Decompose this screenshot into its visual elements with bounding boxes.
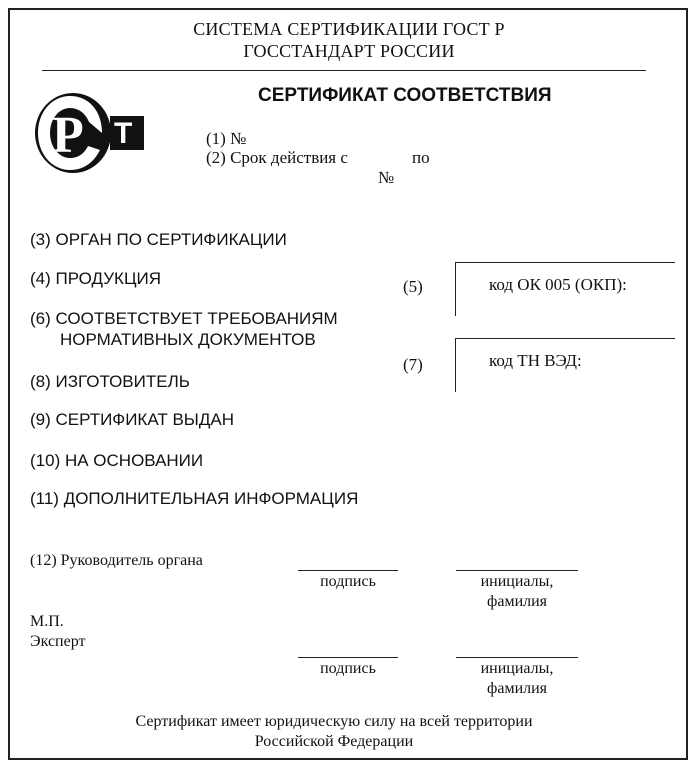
head-signature-caption: подпись xyxy=(320,573,376,590)
stamp-label: М.П. xyxy=(30,613,64,630)
field-4-product: (4) ПРОДУКЦИЯ xyxy=(30,269,162,288)
expert-signature-line xyxy=(298,657,398,658)
field-2-validity-from: (2) Срок действия с xyxy=(206,148,348,167)
logo-p-letter: Р xyxy=(52,107,84,164)
head-initials-caption-1: инициалы, xyxy=(480,573,554,590)
field-5-box-top xyxy=(455,262,675,263)
field-7-number: (7) xyxy=(403,355,423,374)
field-5-number: (5) xyxy=(403,277,423,296)
field-5-box-left xyxy=(455,262,456,316)
field-1-number: (1) № xyxy=(206,129,247,148)
field-5-okp-code-label: код ОК 005 (ОКП): xyxy=(489,275,627,294)
field-2-number-sign: № xyxy=(378,168,395,187)
expert-initials-line xyxy=(456,657,578,658)
head-of-body-label: (12) Руководитель органа xyxy=(30,552,203,569)
header-rule xyxy=(42,70,646,71)
field-8-manufacturer: (8) ИЗГОТОВИТЕЛЬ xyxy=(30,372,190,391)
field-3-certification-body: (3) ОРГАН ПО СЕРТИФИКАЦИИ xyxy=(30,230,287,249)
field-7-box-left xyxy=(455,338,456,392)
field-6-conformity-line-1: (6) СООТВЕТСТВУЕТ ТРЕБОВАНИЯМ xyxy=(30,309,338,328)
rst-mark-icon xyxy=(30,88,160,178)
field-11-additional-info: (11) ДОПОЛНИТЕЛЬНАЯ ИНФОРМАЦИЯ xyxy=(30,489,359,508)
expert-signature-caption: подпись xyxy=(320,660,376,677)
field-10-basis: (10) НА ОСНОВАНИИ xyxy=(30,451,204,470)
expert-initials-caption-2: фамилия xyxy=(486,680,548,697)
certificate-title: СЕРТИФИКАТ СООТВЕТСТВИЯ xyxy=(258,85,552,106)
field-6-conformity-line-2: НОРМАТИВНЫХ ДОКУМЕНТОВ xyxy=(60,330,316,349)
field-7-tn-ved-code-label: код ТН ВЭД: xyxy=(489,351,582,370)
head-initials-line xyxy=(456,570,578,571)
head-signature-line xyxy=(298,570,398,571)
expert-label: Эксперт xyxy=(30,633,86,650)
field-9-issued-to: (9) СЕРТИФИКАТ ВЫДАН xyxy=(30,410,234,429)
footer-line-1: Сертификат имеет юридическую силу на всей территории xyxy=(135,713,533,730)
footer-line-2: Российской Федерации xyxy=(254,733,414,750)
header-line-1: СИСТЕМА СЕРТИФИКАЦИИ ГОСТ Р xyxy=(193,19,505,39)
field-2-validity-to: по xyxy=(412,148,430,167)
header-line-2: ГОССТАНДАРТ РОССИИ xyxy=(243,41,455,61)
logo-t-letter: Т xyxy=(114,117,133,150)
expert-initials-caption-1: инициалы, xyxy=(480,660,554,677)
head-initials-caption-2: фамилия xyxy=(486,593,548,610)
field-7-box-top xyxy=(455,338,675,339)
